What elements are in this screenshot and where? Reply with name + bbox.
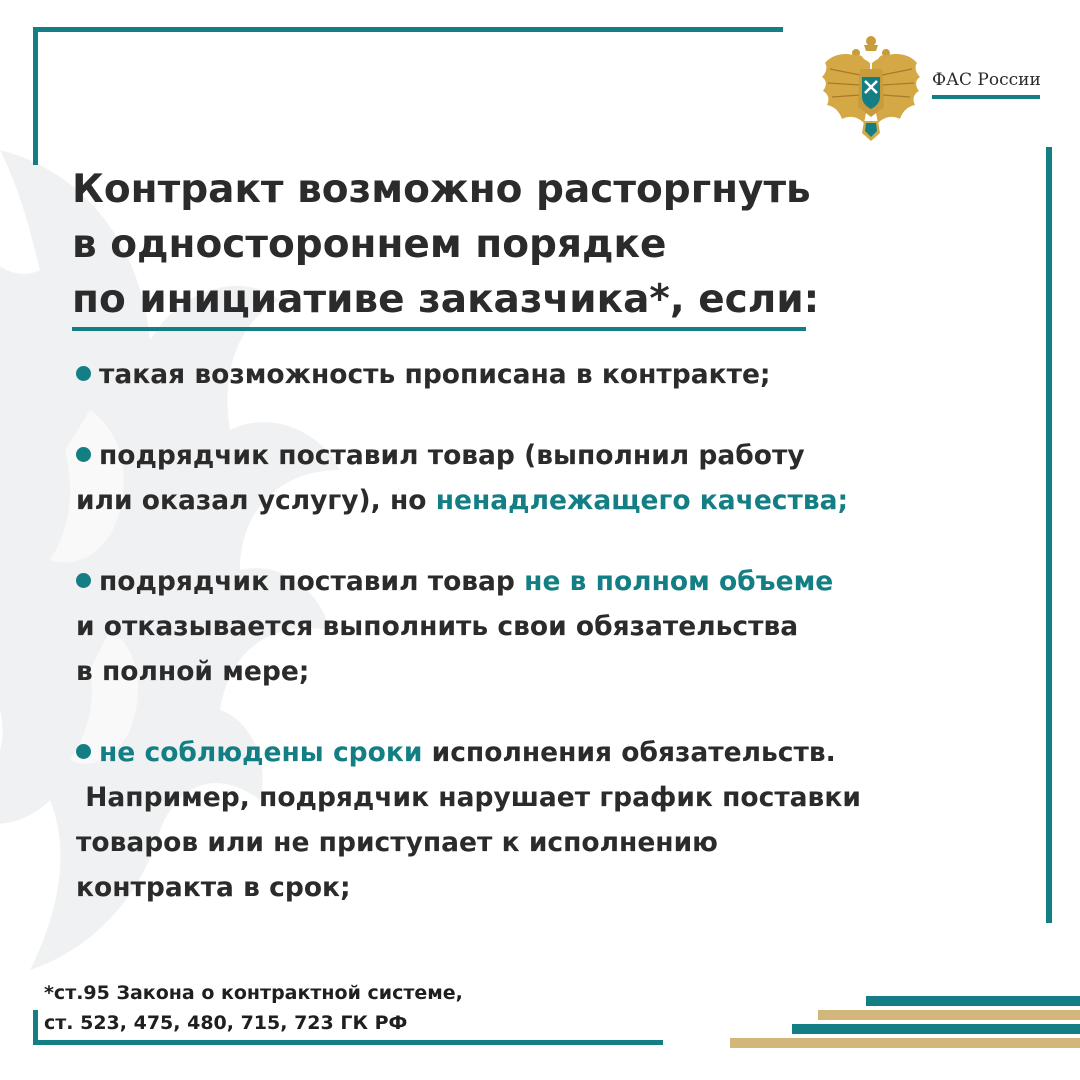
title-line: в одностороннем порядке [72, 222, 667, 267]
item-text: подрядчик поставил товар [99, 566, 525, 597]
list-item-line [76, 433, 976, 478]
list-item-line [76, 604, 976, 649]
list-item-line [76, 775, 976, 820]
frame-right-line [1046, 147, 1052, 923]
coat-of-arms-logo [820, 33, 922, 143]
list-item [76, 433, 976, 523]
bullet-icon [76, 744, 91, 759]
decor-stripe-teal [866, 996, 1080, 1006]
list-item [76, 559, 976, 694]
list-item-line [76, 820, 976, 865]
item-highlight: не в полном объеме [524, 566, 834, 597]
list-item-line [76, 352, 976, 397]
list-item-line [76, 478, 976, 523]
brand-underline [932, 95, 1040, 99]
bullet-icon [76, 447, 91, 462]
decor-stripe-teal [792, 1024, 1080, 1034]
decor-stripe-gold [730, 1038, 1080, 1048]
item-text: подрядчик поставил товар (выполнил работу [99, 440, 805, 471]
item-text: или оказал услугу), но [76, 485, 436, 516]
footnote-line: ст. 523, 475, 480, 715, 723 ГК РФ [44, 1012, 408, 1034]
list-item-line [76, 730, 976, 775]
list-item [76, 352, 976, 397]
item-text: контракта в срок; [76, 872, 351, 903]
bullet-icon [76, 573, 91, 588]
list-item-line [76, 649, 976, 694]
list-item [76, 730, 976, 910]
item-text: товаров или не приступает к исполнению [76, 827, 718, 858]
list-item-line [76, 559, 976, 604]
item-text: такая возможность прописана в контракте; [99, 359, 771, 390]
item-text: исполнения обязательств. [422, 737, 836, 768]
page-title [72, 162, 832, 327]
title-line: по инициативе заказчика*, если: [72, 277, 820, 322]
conditions-list [76, 352, 976, 946]
title-underline [72, 327, 806, 331]
item-text: и отказывается выполнить свои обязательства [76, 611, 799, 642]
footnote-line: *ст.95 Закона о контрактной системе, [44, 982, 463, 1004]
bullet-icon [76, 366, 91, 381]
item-highlight: ненадлежащего качества; [435, 485, 849, 516]
frame-bottom-line [33, 1040, 663, 1045]
frame-left-line [33, 27, 38, 165]
item-text: Например, подрядчик нарушает график поставки [76, 782, 861, 813]
decor-stripe-gold [818, 1010, 1080, 1020]
list-item-line [76, 865, 976, 910]
brand-name: ФАС России [932, 70, 1041, 90]
frame-top-line [33, 27, 783, 32]
item-highlight: не соблюдены сроки [99, 737, 423, 768]
footnote [44, 978, 564, 1038]
title-line: Контракт возможно расторгнуть [72, 167, 811, 212]
item-text: в полной мере; [76, 656, 310, 687]
